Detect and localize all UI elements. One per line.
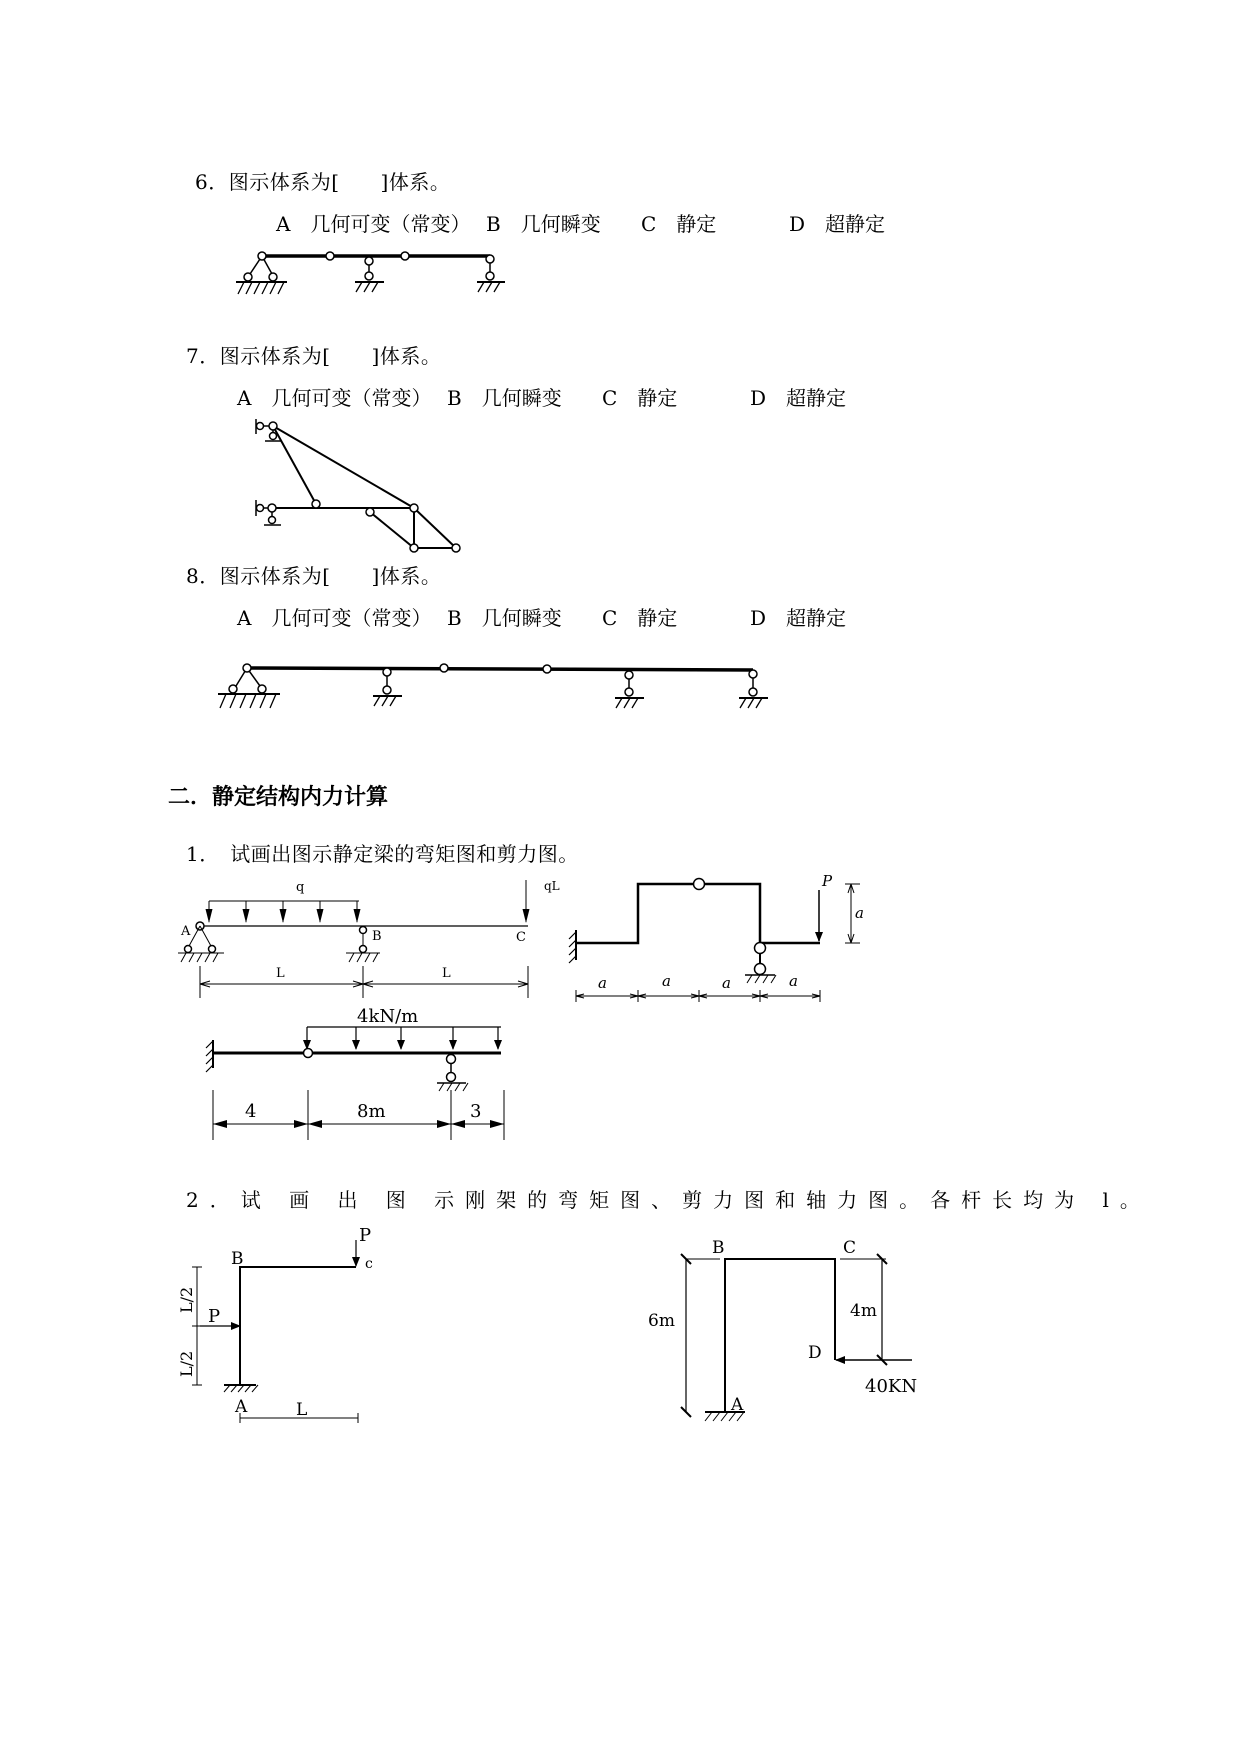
option-a[interactable]: A 几何可变（常变）	[276, 212, 471, 236]
force-label: 40KN	[865, 1376, 918, 1397]
roller-support	[355, 256, 384, 292]
option-c[interactable]: C 静定	[641, 212, 717, 236]
height-4m: 4m	[850, 1301, 877, 1321]
question-8-stem: 8．图示体系为[ ]体系。	[186, 564, 442, 588]
hinge	[401, 252, 409, 260]
hinge	[440, 664, 448, 672]
load-p-top: P	[359, 1225, 372, 1246]
roller-support	[739, 670, 768, 708]
fixed-hinge-support	[218, 668, 280, 708]
option-b[interactable]: B 几何瞬变	[447, 386, 562, 410]
point-d-label: D	[808, 1343, 822, 1363]
option-d[interactable]: D 超静定	[750, 386, 847, 410]
figure-p1-beam-a	[178, 879, 560, 998]
figure-p2-frame-b	[648, 1238, 917, 1421]
question-7-stem: 7．图示体系为[ ]体系。	[186, 344, 442, 368]
length-l-label: L	[296, 1400, 308, 1420]
option-d[interactable]: D 超静定	[789, 212, 886, 236]
span-dim-2: 8m	[357, 1101, 386, 1122]
distributed-load-label: 4kN/m	[357, 1006, 419, 1027]
figure-p1-beam-c	[206, 1006, 504, 1140]
figure-q6-beam	[236, 252, 505, 294]
hinge	[326, 252, 334, 260]
link-support	[256, 419, 281, 441]
option-a[interactable]: A 几何可变（常变）	[237, 386, 432, 410]
span-label-1: L	[276, 966, 285, 981]
section-title: 二．静定结构内力计算	[168, 784, 389, 810]
load-label: q	[296, 880, 305, 895]
point-load-label: qL	[544, 879, 560, 893]
option-b[interactable]: B 几何瞬变	[486, 212, 601, 236]
dim-a-2: a	[662, 972, 671, 990]
option-c[interactable]: C 静定	[602, 386, 678, 410]
dim-a-vertical: a	[855, 904, 864, 922]
dim-a-1: a	[598, 974, 607, 992]
load-p-left: P	[208, 1306, 221, 1327]
option-c[interactable]: C 静定	[602, 606, 678, 630]
hinge	[543, 665, 551, 673]
height-l2-lower: L/2	[177, 1350, 196, 1377]
roller-support	[615, 669, 644, 708]
node	[258, 252, 266, 260]
point-b-label: B	[712, 1238, 725, 1258]
roller-support	[477, 255, 505, 292]
figure-q7-truss	[256, 419, 460, 552]
question-6-stem: 6．图示体系为[ ]体系。	[195, 170, 451, 194]
option-b[interactable]: B 几何瞬变	[447, 606, 562, 630]
point-c-label: C	[843, 1238, 857, 1258]
point-a-label: A	[235, 1397, 248, 1417]
roller-support	[437, 1055, 468, 1092]
point-c-label: C	[516, 930, 526, 945]
span-dim-3: 3	[470, 1101, 482, 1122]
figure-q8-beam	[218, 664, 768, 708]
option-a[interactable]: A 几何可变（常变）	[237, 606, 432, 630]
point-b-label: B	[231, 1249, 244, 1269]
problem-2-stem: 2．试 画 出 图 示刚架的弯矩图、剪力图和轴力图。各杆长均为 l。	[186, 1188, 1151, 1212]
dim-a-3: a	[722, 974, 731, 992]
problem-1-stem: 1． 试画出图示静定梁的弯矩图和剪力图。	[186, 842, 579, 866]
point-a-label: A	[731, 1395, 744, 1415]
roller-support	[373, 668, 402, 706]
option-d[interactable]: D 超静定	[750, 606, 847, 630]
dim-a-4: a	[789, 972, 798, 990]
fixed-hinge-support	[236, 256, 287, 294]
load-p-label: P	[822, 872, 833, 890]
figure-p1-frame-b	[569, 872, 864, 1002]
point-c-label: c	[365, 1256, 373, 1272]
dimension-lines	[200, 966, 528, 998]
link-support	[256, 500, 281, 525]
height-6m: 6m	[648, 1311, 675, 1331]
height-l2-upper: L/2	[177, 1286, 196, 1313]
point-b-label: B	[372, 929, 382, 944]
point-a-label: A	[181, 924, 191, 939]
span-dim-1: 4	[245, 1101, 257, 1122]
roller-support	[745, 943, 776, 984]
span-label-2: L	[442, 966, 451, 981]
figure-p2-frame-a	[177, 1225, 373, 1423]
